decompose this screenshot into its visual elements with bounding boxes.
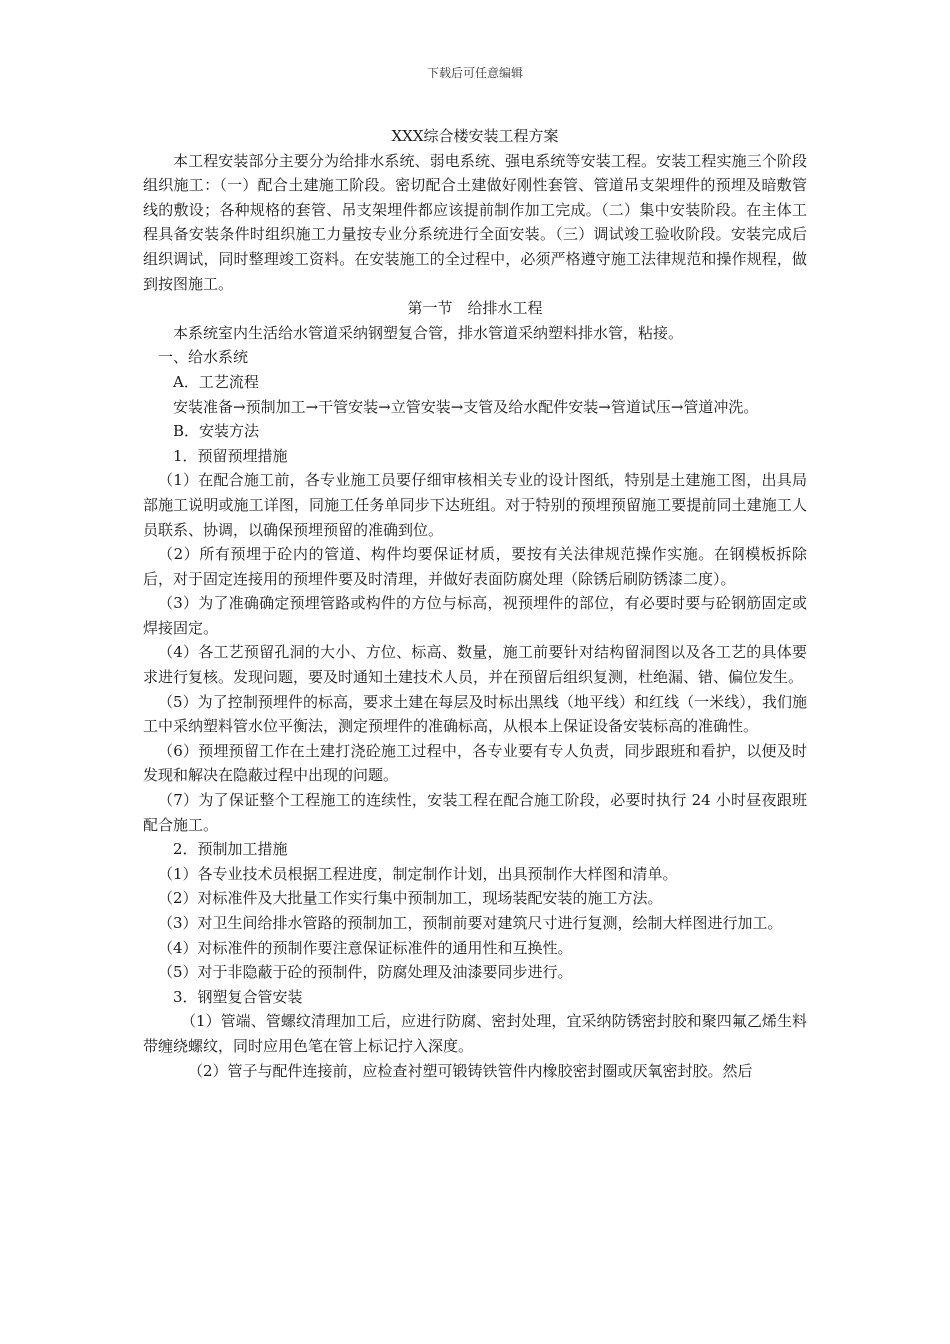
item3-para: （1）管端、管螺纹清理加工后，应进行防腐、密封处理，宜采纳防锈密封胶和聚四氟乙烯生料带缠绕螺纹，同时应用色笔在管上标记拧入深度。: [143, 1012, 807, 1055]
item1-title: 1．预留预埋措施: [173, 446, 288, 465]
subheading-process: A．工艺流程: [173, 372, 259, 391]
item1-para: （4）各工艺预留孔洞的大小、方位、标高、数量，施工前要针对结构留洞图以及各工艺的具体要求进行复核。发现问题，要及时通知土建技术人员，并在预留后组织复测，杜绝漏、错、偏位发生。: [143, 643, 807, 687]
document-body: [143, 124, 807, 1083]
item2-para: （5）对于非隐蔽于砼的预制件，防腐处理及油漆要同步进行。: [158, 963, 573, 982]
item3-para: （2）管子与配件连接前，应检查衬塑可锻铸铁管件内橡胶密封圈或厌氧密封胶。然后: [188, 1061, 753, 1080]
item2-para: （4）对标准件的预制作要注意保证标准件的通用性和互换性。: [158, 938, 573, 957]
item2-title: 2．预制加工措施: [173, 840, 288, 859]
process-flow: 安装准备→预制加工→干管安装→立管安装→支管及给水配件安装→管道试压→管道冲洗。: [173, 397, 759, 416]
section-title: 第一节 给排水工程: [407, 299, 543, 318]
subheading-method: B．安装方法: [173, 422, 260, 441]
page-header: 下载后可任意编辑: [426, 66, 523, 80]
intro-paragraph: 本工程安装部分主要分为给排水系统、弱电系统、强电系统等安装工程。安装工程实施三个阶段组织施工：（一）配合土建施工阶段。密切配合土建做好刚性套管、管道吊支架埋件的预埋及暗敷管线的敷设；各种规格的套管、吊支架埋件都应该提前制作加工完成。（二）集中安装阶段。在主体工程具备安装条件时组织施工力量按专业分系统进行全面安装。（三）调试竣工验收阶段。安装完成后组织调试，同时整理竣工资料。在安装施工的全过程中，必须严格遵守施工法律规范和操作规程，做到按图施工。: [143, 151, 807, 293]
section-intro: 本系统室内生活给水管道采纳钢塑复合管，排水管道采纳塑料排水管，粘接。: [173, 323, 684, 342]
document-title: XXX综合楼安装工程方案: [391, 127, 559, 145]
item3-title: 3．钢塑复合管安装: [173, 987, 303, 1006]
item1-para: （3）为了准确确定预埋管路或构件的方位与标高，视预埋件的部位，有必要时要与砼钢筋固定或焊接固定。: [143, 594, 807, 637]
item1-para: （2）所有预埋于砼内的管道、构件均要保证材质，要按有关法律规范操作实施。在钢模板拆除后，对于固定连接用的预埋件要及时清理，并做好表面防腐处理（除锈后刷防锈漆二度）。: [143, 545, 807, 588]
item2-para: （1）各专业技术员根据工程进度，制定制作计划，出具预制作大样图和清单。: [158, 864, 678, 883]
item1-para: （6）预埋预留工作在土建打浇砼施工过程中，各专业要有专人负责，同步跟班和看护，以便及时发现和解决在隐蔽过程中出现的问题。: [143, 741, 807, 785]
item2-para: （2）对标准件及大批量工作实行集中预制加工，现场装配安装的施工方法。: [158, 889, 663, 908]
subheading-water-supply: 一、给水系统: [158, 348, 249, 367]
item1-para: （5）为了控制预埋件的标高，要求土建在每层及时标出黑线（地平线）和红线（一米线），我们施工中采纳塑料管水位平衡法，测定预埋件的准确标高，从根本上保证设备安装标高的准确性。: [143, 692, 807, 736]
item1-para: （1）在配合施工前，各专业施工员要仔细审核相关专业的设计图纸，特别是土建施工图，出具局部施工说明或施工详图，同施工任务单同步下达班组。对于特别的预埋预留施工要提前同土建施工人员联系、协调，以确保预埋预留的准确到位。: [143, 471, 807, 539]
item2-para: （3）对卫生间给排水管路的预制加工，预制前要对建筑尺寸进行复测，绘制大样图进行加工。: [158, 914, 783, 932]
item1-para: （7）为了保证整个工程施工的连续性，安装工程在配合施工阶段，必要时执行 24 小时昼夜跟班配合施工。: [143, 791, 807, 834]
